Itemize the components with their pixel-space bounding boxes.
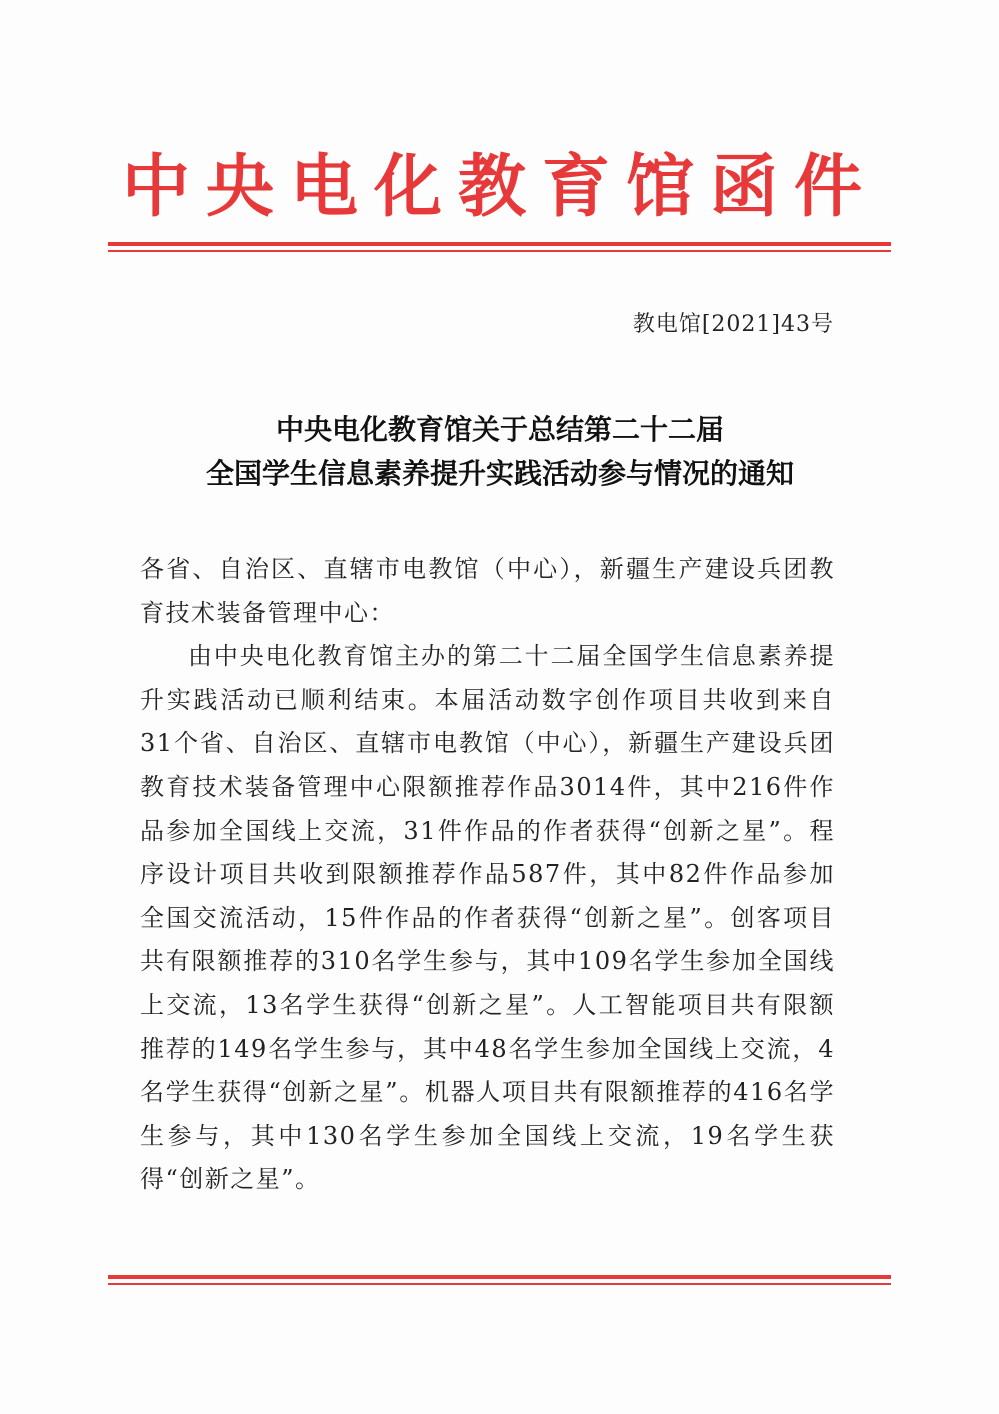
footer-divider xyxy=(108,1275,891,1285)
document-title-line-1: 中央电化教育馆关于总结第二十二届 xyxy=(275,413,724,446)
footer-thin-line xyxy=(108,1283,891,1285)
divider-thin-line xyxy=(108,250,891,252)
masthead-title: 中央电化教育馆函件 xyxy=(121,148,878,227)
salutation: 各省、自治区、直辖市电教馆（中心），新疆生产建设兵团教育技术装备管理中心： xyxy=(140,555,835,627)
document-title-line-2: 全国学生信息素养提升实践活动参与情况的通知 xyxy=(205,457,794,490)
document-number: 教电馆[2021]43号 xyxy=(632,312,834,337)
masthead-divider xyxy=(108,242,891,252)
footer-thick-line xyxy=(108,1275,891,1279)
divider-thick-line xyxy=(108,242,891,246)
body-paragraph: 由中央电化教育馆主办的第二十二届全国学生信息素养提升实践活动已顺利结束。本届活动数字创作项目共收到来自31个省、自治区、直辖市电教馆（中心），新疆生产建设兵团教育技术装备管理中心限额推荐作品3014件，其中216件作品参加全国线上交流，31件作品的作者获得“创新之星”。程序设计项目共收到限额推荐作品587件，其中82件作品参加全国交流活动，15件作品的作者获得“创新之星”。创客项目共有限额推荐的310名学生参与，其中109名学生参加全国线上交流，13名学生获得“创新之星”。人工智能项目共有限额推荐的149名学生参与，其中48名学生参加全国线上交流，4名学生获得“创新之星”。机器人项目共有限额推荐的416名学生参与，其中130名学生参加全国线上交流，19名学生获得“创新之星”。 xyxy=(140,642,835,1194)
document-title xyxy=(100,408,900,496)
document-body xyxy=(140,548,835,1202)
